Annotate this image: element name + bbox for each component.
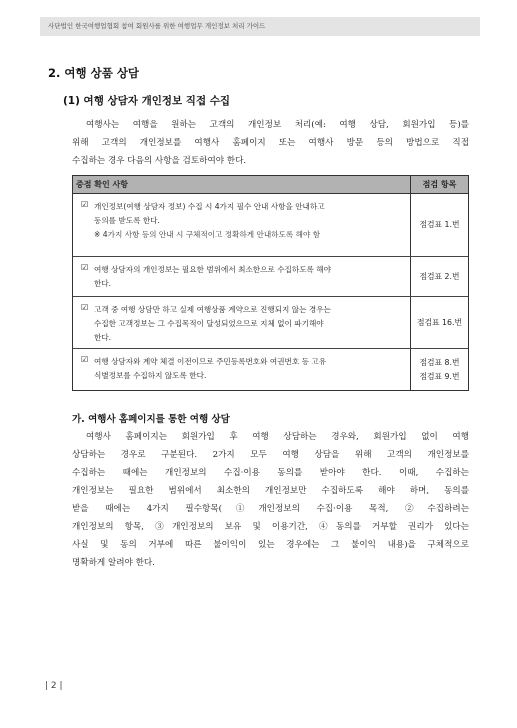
intro-line: 위해 고객의 개인정보를 여행사 홈페이지 또는 여행사 방문 등의 방법으로 직접 [72,138,469,148]
check-item-ref: 점검표 9.번 [419,371,460,381]
checkpoint-cell [73,194,411,256]
intro-line: 여행사는 여행을 원하는 고객의 개인정보 처리(예: 여행 상담, 회원가입 등)를 [86,120,469,130]
check-item-ref: 점검표 8.번 [419,357,460,367]
header-text: 사단법인 한국여행업협회 참여 회원사를 위한 여행업무 개인정보 처리 가이드 [48,22,266,30]
check-item-ref: 점검표 2.번 [419,271,460,281]
check-item-cell [411,257,468,296]
table-header-row [73,176,468,194]
page-number: | 2 | [45,681,63,691]
body-line: 명확하게 알려야 한다. [72,558,155,568]
check-item-ref: 점검표 16.번 [416,317,462,327]
subheading-title: 가. 여행사 홈페이지를 통한 여행 상담 [72,414,230,425]
check-item-cell [411,297,468,348]
checkbox-icon: ☑ [81,355,89,364]
body-paragraph [72,428,469,572]
checkpoint-line: 개인정보(여행 상담자 정보) 수집 시 4가지 필수 안내 사항을 안내하고 [94,202,325,211]
table-header-items: 점검 항목 [411,176,468,193]
checkpoint-line: 식별정보를 수집하지 않도록 한다. [94,371,207,380]
check-item-ref: 점검표 1.번 [419,220,460,229]
intro-line: 수집하는 경우 다음의 사항을 검토하여야 한다. [72,156,247,166]
checkpoint-cell [73,257,411,296]
section-title: 2. 여행 상품 상담 [48,66,140,80]
check-item-cell [411,194,468,256]
table-row [73,257,468,297]
checkpoint-cell [73,297,411,348]
body-line: 여행사 홈페이지는 회원가입 후 여행 상담하는 경우와, 회원가입 없이 여행 [86,432,469,442]
check-item-cell [411,349,468,390]
checkpoint-line: 수집한 고객정보는 그 수집목적이 달성되었으므로 지체 없이 파기해야 [94,319,324,328]
table-row [73,194,468,257]
table-row [73,297,468,349]
checkpoint-note: ※ 4가지 사항 등의 안내 시 구체적이고 정확하게 안내하도록 해야 함 [94,230,321,239]
table-row [73,349,468,390]
checkpoint-line: 한다. [94,279,112,288]
body-line: 수집하는 때에는 개인정보의 수집·이용 동의를 받아야 한다. 이때, 수집하는 [72,468,469,478]
checkpoint-cell [73,349,411,390]
document-header [40,17,480,36]
checkpoint-line: 고객 중 여행 상담만 하고 실제 여행상품 계약으로 진행되지 않는 경우는 [94,305,331,314]
checklist-table [72,175,469,391]
subsection-title: (1) 여행 상담자 개인정보 직접 수집 [63,95,231,107]
intro-paragraph [72,116,469,170]
checkbox-icon: ☑ [81,263,89,272]
body-line: 받을 때에는 4가지 필수항목(①개인정보의 수집·이용 목적, ②수집하려는 [72,504,469,514]
body-line: 상담하는 경우로 구분된다. 2가지 모두 여행 상담을 위해 고객의 개인정보를 [72,450,469,460]
checkpoint-line: 한다. [94,333,112,342]
body-line: 개인정보의 항목, ③개인정보의 보유 및 이용기간, ④동의를 거부할 권리가 있다는 [72,522,469,532]
checkpoint-line: 여행 상담자와 계약 체결 이전이므로 주민등록번호와 여권번호 등 고유 [94,357,327,366]
checkpoint-line: 동의를 받도록 한다. [94,216,160,225]
table-header-checkpoints: 중점 확인 사항 [73,176,411,193]
checkbox-icon: ☑ [81,303,89,312]
body-line: 사실 및 동의 거부에 따른 불이익이 있는 경우에는 그 불이익 내용)을 구체적으로 [72,540,469,550]
body-line: 개인정보는 필요한 범위에서 최소한의 개인정보만 수집하도록 해야 하며, 동의를 [72,486,469,496]
checkpoint-line: 여행 상담자의 개인정보는 필요한 범위에서 최소한으로 수집하도록 해야 [94,265,331,274]
checkbox-icon: ☑ [81,200,89,209]
